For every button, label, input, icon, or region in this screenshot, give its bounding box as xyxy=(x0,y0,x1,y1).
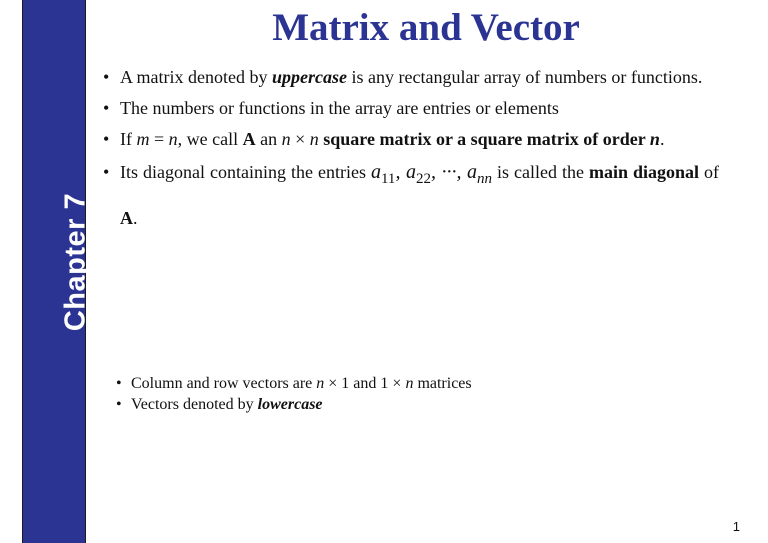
emphasis-lowercase: lowercase xyxy=(257,396,323,413)
chapter-sidebar xyxy=(22,0,92,543)
list-item: • Its diagonal containing the entries $a_{11}$, $a_{22}$, ···, $a_{nn}$ is called the main diagonal of A. xyxy=(103,153,719,238)
slide-title: Matrix and Vector xyxy=(272,6,580,49)
list-item: • Column and row vectors are n × 1 and 1 × n matrices xyxy=(116,373,716,394)
list-item: • Vectors denoted by lowercase xyxy=(116,394,716,415)
page-number: 1 xyxy=(732,519,740,534)
list-item: • If m = n, we call A an n × n square matrix or a square matrix of order n. xyxy=(103,124,719,155)
list-item: • The numbers or functions in the array are entries or elements xyxy=(103,93,719,124)
chapter-label: Chapter 7 xyxy=(59,192,92,332)
emphasis-uppercase: uppercase xyxy=(271,67,347,87)
definition-list xyxy=(103,62,719,238)
vector-list xyxy=(116,373,716,415)
list-item: • A matrix denoted by uppercase is any rectangular array of numbers or functions. xyxy=(103,62,719,93)
diagonal-entries: $a_{11}$, $a_{22}$, ···, $a_{nn}$ xyxy=(370,161,492,187)
